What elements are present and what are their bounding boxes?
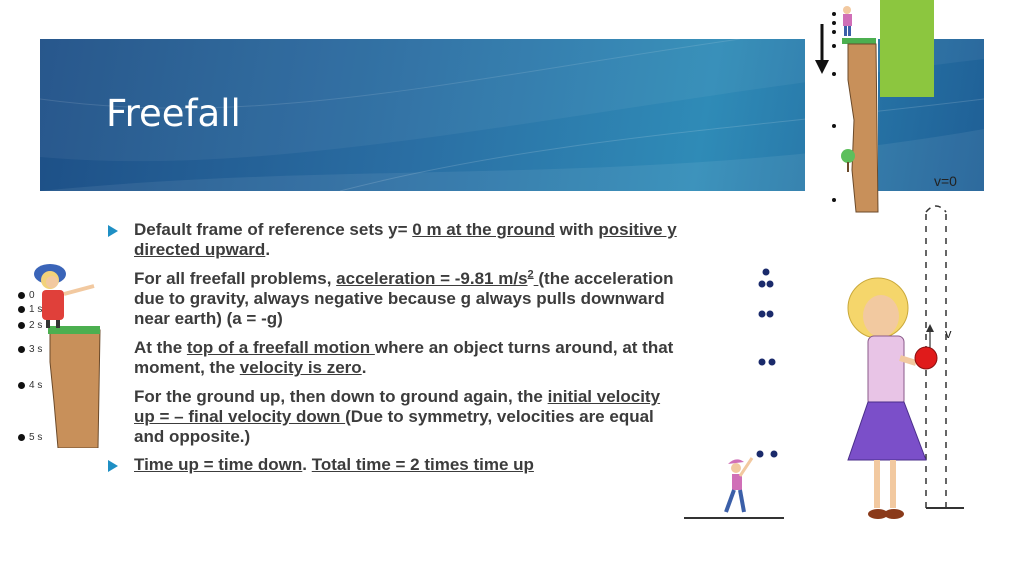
text-segment: (the acceleration due to gravity, always negative because g always pulls downward near earth) (a = -g) [134,269,674,328]
underlined-text: top of a freefall motion [186,338,375,357]
down-arrow-icon [815,60,829,74]
underlined-text: velocity is zero [239,358,362,377]
text-segment: with [554,220,599,239]
cliff-drop-illustration [808,0,880,214]
bullet-paragraph [134,387,678,447]
bullet-list [108,220,678,475]
ball-thrower-illustration [684,262,784,528]
text-segment: (Due to symmetry, velocities are equal and opposite.) [134,407,654,446]
underlined-text: Total time = 2 times time up [311,455,534,474]
velocity-label: v [945,326,952,341]
underlined-text: positive y directed upward [134,220,677,259]
bullet-item [108,455,678,475]
underlined-text: initial velocity up = – final velocity down [134,387,661,426]
text-segment: . [265,240,271,259]
up-arrow-icon [926,324,934,332]
bullet-text [134,455,534,475]
girl-with-ball-illustration [838,198,968,528]
time-marker: 5 s [18,432,42,443]
text-segment: For the ground up, then down to ground again, the [134,387,548,406]
bullet-text [134,220,678,260]
bullet-paragraph [134,338,678,378]
time-marker: 3 s [18,344,42,355]
triangle-bullet-icon [108,460,118,472]
text-segment: where an object turns around, at that moment, the [134,338,674,377]
slide-title: Freefall [106,92,241,135]
text-segment: For all freefall problems, [134,269,337,288]
text-segment: . [361,358,367,377]
underlined-text: 0 m at the ground [412,220,555,239]
underlined-text: acceleration = -9.81 m/s [336,269,528,288]
underlined-text: 2 [527,268,534,281]
text-segment: . [302,455,312,474]
triangle-bullet-icon [108,225,118,237]
bullet-paragraph [134,269,678,329]
time-marker: 2 s [18,320,42,331]
accent-bar [880,0,934,97]
text-segment: At the [134,338,187,357]
time-marker: 0 [18,290,35,301]
text-segment: Default frame of reference sets y= [134,220,413,239]
time-marker: 1 s [18,304,42,315]
underlined-text: Time up = time down [134,455,303,474]
bullet-item [108,220,678,260]
velocity-zero-label: v=0 [934,173,957,189]
time-marker: 4 s [18,380,42,391]
